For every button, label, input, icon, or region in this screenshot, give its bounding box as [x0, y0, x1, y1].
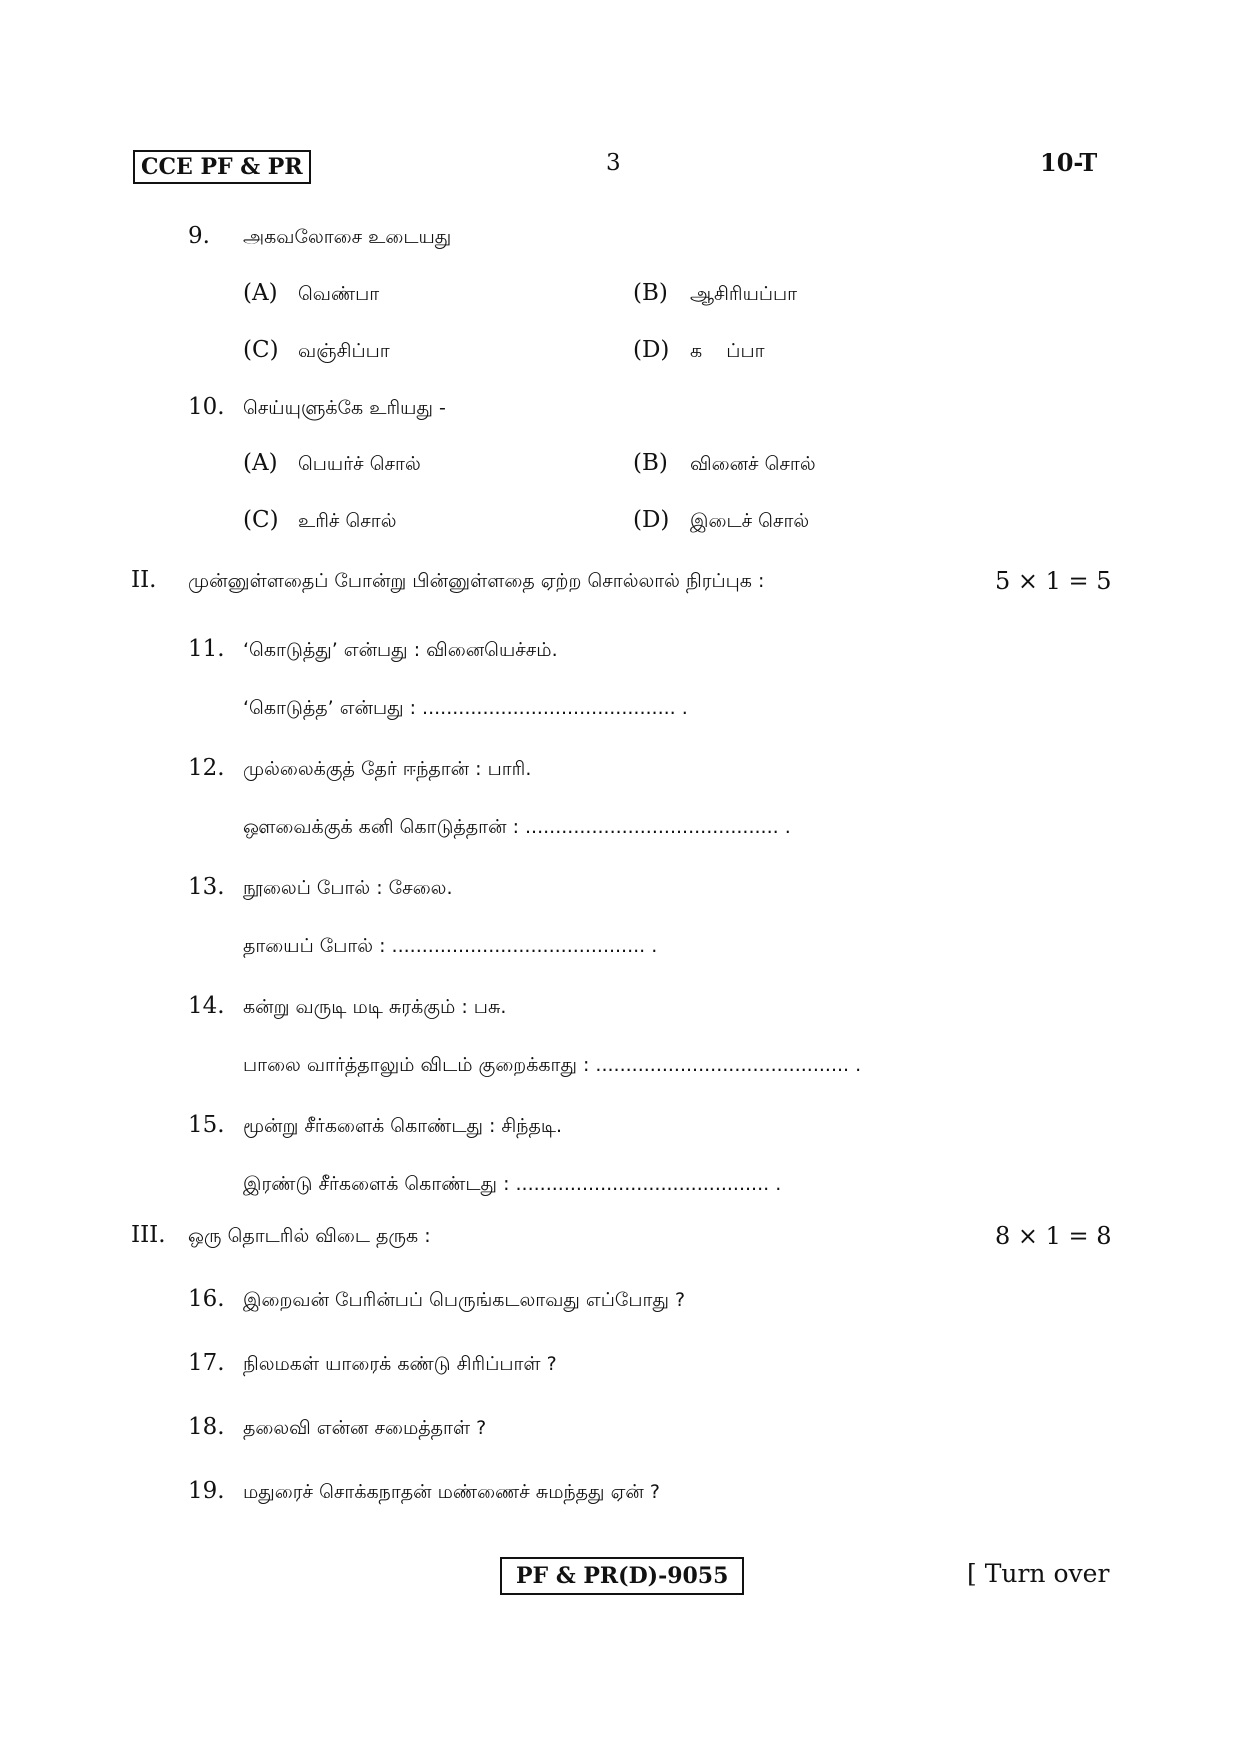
paper-code: 10-T — [1040, 148, 1098, 177]
q14-line1: கன்று வருடி மடி சுரக்கும் : பசு. — [243, 996, 507, 1018]
q10-option-d-label: (D) — [633, 507, 670, 533]
q18-text: தலைவி என்ன சமைத்தாள் ? — [243, 1417, 487, 1439]
footer-code: PF & PR(D)-9055 — [500, 1557, 744, 1595]
section3-instruction: ஒரு தொடரில் விடை தருக : — [188, 1225, 431, 1247]
q13-line1: நூலைப் போல் : சேலை. — [243, 877, 453, 899]
q12-line1: முல்லைக்குத் தேர் ஈந்தான் : பாரி. — [243, 758, 532, 780]
section3-marks: 8 × 1 = 8 — [995, 1222, 1112, 1250]
section2-marks: 5 × 1 = 5 — [995, 567, 1112, 595]
q9-option-a-label: (A) — [243, 280, 278, 306]
q10-option-b-label: (B) — [633, 450, 668, 476]
q17-number: 17. — [188, 1350, 225, 1376]
q10-option-b-text: வினைச் சொல் — [690, 453, 816, 475]
q10-option-a-text: பெயர்ச் சொல் — [298, 453, 421, 475]
q15-line2: இரண்டு சீர்களைக் கொண்டது : .......................................... . — [243, 1173, 782, 1195]
q10-option-d-text: இடைச் சொல் — [690, 510, 810, 532]
q14-number: 14. — [188, 993, 225, 1019]
q10-number: 10. — [188, 394, 225, 420]
q11-line2: ‘கொடுத்த’ என்பது : .......................................... . — [243, 697, 688, 719]
section2-roman: II. — [131, 567, 157, 593]
q9-number: 9. — [188, 223, 210, 249]
q11-line1: ‘கொடுத்து’ என்பது : வினையெச்சம். — [243, 639, 558, 661]
q11-number: 11. — [188, 636, 225, 662]
q9-option-c-label: (C) — [243, 337, 279, 363]
q9-option-a-text: வெண்பா — [298, 283, 380, 305]
section3-roman: III. — [131, 1222, 166, 1248]
q15-line1: மூன்று சீர்களைக் கொண்டது : சிந்தடி. — [243, 1115, 563, 1137]
q19-text: மதுரைச் சொக்கநாதன் மண்ணைச் சுமந்தது ஏன் ? — [243, 1481, 660, 1503]
q10-option-c-text: உரிச் சொல் — [298, 510, 397, 532]
header-code: CCE PF & PR — [133, 150, 311, 184]
q10-option-a-label: (A) — [243, 450, 278, 476]
q9-option-d-label: (D) — [633, 337, 670, 363]
turn-over: [ Turn over — [967, 1559, 1110, 1588]
q13-number: 13. — [188, 874, 225, 900]
q9-text: அகவலோசை உடையது — [243, 226, 452, 248]
q13-line2: தாயைப் போல் : .......................................... . — [243, 935, 658, 957]
q17-text: நிலமகள் யாரைக் கண்டு சிரிப்பாள் ? — [243, 1353, 557, 1375]
q10-text: செய்யுளுக்கே உரியது - — [243, 397, 446, 419]
q19-number: 19. — [188, 1478, 225, 1504]
q9-option-b-label: (B) — [633, 280, 668, 306]
q18-number: 18. — [188, 1414, 225, 1440]
q9-option-d-text: க ப்பா — [690, 340, 765, 362]
q9-option-c-text: வஞ்சிப்பா — [298, 340, 390, 362]
page-number: 3 — [606, 150, 621, 176]
q12-line2: ஔவைக்குக் கனி கொடுத்தான் : .......................................... . — [243, 816, 791, 838]
q9-option-b-text: ஆசிரியப்பா — [690, 283, 798, 305]
q16-number: 16. — [188, 1286, 225, 1312]
q14-line2: பாலை வார்த்தாலும் விடம் குறைக்காது : .......................................... . — [243, 1054, 862, 1076]
q10-option-c-label: (C) — [243, 507, 279, 533]
q15-number: 15. — [188, 1112, 225, 1138]
section2-instruction: முன்னுள்ளதைப் போன்று பின்னுள்ளதை ஏற்ற சொல்லால் நிரப்புக : — [188, 570, 765, 592]
q12-number: 12. — [188, 755, 225, 781]
q16-text: இறைவன் பேரின்பப் பெருங்கடலாவது எப்போது ? — [243, 1289, 686, 1311]
